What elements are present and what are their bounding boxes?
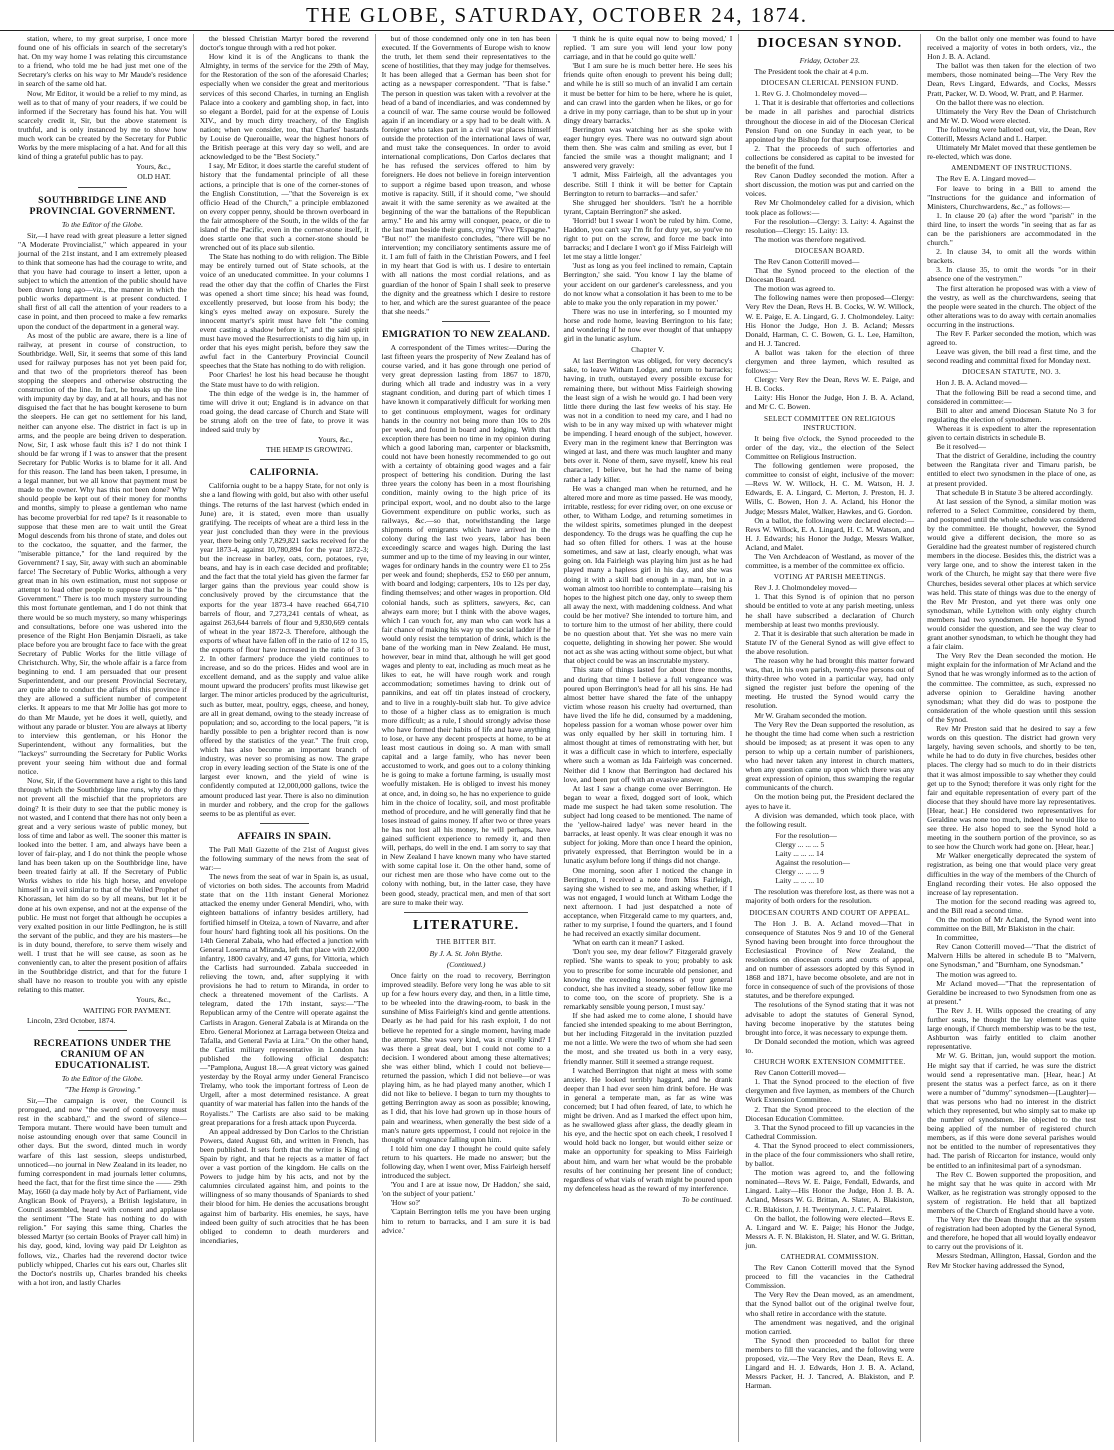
article-paragraph: Mr Walker energetically deprecated the system of registration, as being one that would place very great difficulties in the way of the members of the Church of England recording their votes. He also opposed the increase of lay representation.: [927, 851, 1096, 897]
article-paragraph: For the resolution—Clergy: 3. Laity: 4. Against the resolution—Clergy: 15. Laity: 13.: [745, 216, 915, 235]
article-heading: AFFAIRS IN SPAIN.: [237, 830, 332, 842]
article-paragraph: Bill to alter and amend Diocesan Statute No 3 for regulating the election of synodsmen.: [927, 405, 1096, 424]
divider: [260, 823, 309, 824]
article-paragraph: The motion for the second reading was agreed to, and the Bill read a second time.: [927, 896, 1096, 915]
article-paragraph: At last session of the Synod, a similar motion was referred to a Select Committee, considered by them, and postponed until the whole schedule was considered by the committee. He thought, however, the Synod would give a different decision, the more so as Geraldine had the greatest number of registered church members in the diocese. Besides this, the district was a very large one, and to show the interest taken in the work of the Church, he might say that there were five Churches, besides several other places at which service was held. This state of things was due to the energy of the Rev Mr Preston, and yet there was only one synodsman, while Lyttelton with only eighty church members had two synodsmen. He hoped the Synod would consider the question, and see the way clear to grant another synodsman, to which he thought they had a fair claim.: [927, 496, 1096, 652]
article-paragraph: The Rev Canon Cotterill moved—: [754, 256, 860, 266]
article-paragraph: Leave was given, the bill read a first time, and the second reading and committal fixed for Monday next.: [927, 347, 1096, 366]
article-paragraph: Sir,—I have read with great pleasure a letter signed "A Moderate Provincialist," which appeared in your journal of the 21st instant, and I am extremely pleased to think that someone has had the courage to write, and that you have had courage to insert a letter, upon a subject to which the attention of the public should have been drawn long ago—viz., the manner in which the public works department is at present conducted. I shall first of all call the attention of your readers to a case in point, and then proceed to make a few remarks upon the conduct of the department in a general way.: [18, 230, 187, 331]
divider: [260, 459, 309, 460]
vote-line: Clergy ... ... ... 9: [775, 867, 825, 877]
article-paragraph: That the Synod proceed to the election of the Diocesan Board.: [745, 266, 915, 285]
article-paragraph: The following gentlemen were proposed, the committee to consist of eight, inclusive of the mover:—Revs W. W. Willock, H. C. M. Watson, H. J. Edwards, E. A. Lingard, C. Merton, J. Preston, H. J. Wills, C. Bowen, Hon J. A. Acland, his Honor the Judge; Messrs Malet, Walker, Hawkes, and G. Gordon.: [745, 461, 915, 516]
article-paragraph: The Rev F. Parker seconded the motion, which was agreed to.: [927, 329, 1096, 348]
column-3: [376, 34, 558, 1442]
article-paragraph: He was a changed man when he returned, and he altered more and more as time passed. He was moody, irritable, restless; for ever riding over, on one excuse or other, to Witham Lodge, and returning sometimes in the wildest spirits, sometimes plunged in the deepest despondency. To the drugs was he quaffing the cup he had so often filled for others. I was at the house sometimes, and saw at last, clearly enough, what was going on. Ida Fairleigh was playing him just as he had played many a hapless girl in his day, and she was doing it with a skill bad enough in a man, but in a woman almost too horrible to contemplate—raising his hopes to the highest pitch one day, only to sweep them all away the next, with maddening coldness. And what could be her motive? She intended to torture him, and to torture him to the utmost of her ability, there could be no question about that. Yet she was no mere vain coquette, delighting in showing her power. She would not act as she was acting without some object, but what that object could be was an inscrutable mystery.: [563, 483, 733, 666]
article-paragraph: Laity: His Honor the Judge, Hon J. B. A. Acland, and Mr C. C. Bowen.: [745, 393, 915, 412]
article-heading: EMIGRATION TO NEW ZEALAND.: [381, 328, 551, 340]
article-paragraph: 'How so?': [390, 1198, 421, 1208]
article-paragraph: The Rev C. Bowen supported the proposition, and he might say that he was quite in accord with Mr Walker, as he registration was strongly opposed to the system of registration. He held that all baptized members of the Church of England should have a vote.: [927, 1169, 1096, 1215]
article-paragraph: Now, Mr Editor, it would be a relief to my mind, as well as to that of many of your readers, if we could be informed if the Secretary has found his hat. You will scarcely credit it, Sir, but the above statement is truthful, and is only instanced by me to show how much work can be created by the Secretary for Public Works by the mere misplacing of a hat. And for all this kind of thing a grateful public has to pay.: [18, 88, 187, 162]
subheading: DIOCESAN CLERICAL PENSION FUND.: [760, 79, 899, 88]
masthead: THE GLOBE, SATURDAY, OCTOBER 24, 1874.: [0, 0, 1114, 31]
article-paragraph: The Ven Archdeacon of Westland, as mover of the committee, is a member of the committee ex officio.: [745, 551, 915, 571]
continued-note: (Continued.): [446, 959, 486, 969]
article-paragraph: Rev Canon Cotterill moved—: [754, 1068, 846, 1078]
divider: [78, 187, 127, 188]
article-paragraph: Ultimately Mr Malet moved that these gentlemen be re-elected, which was done.: [927, 143, 1096, 162]
article-paragraph: That the following Bill be read a second time, and considered in committee:—: [927, 387, 1096, 406]
addressee-line: To the Editor of the Globe.: [61, 219, 143, 229]
article-paragraph: At last I saw a change come over Berrington. He began to wear a fixed, dogged sort of look, which made me suspect he had taken some resolution. The subject had long ceased to be mentioned. The name of the 'yellow-haired ladye' was never heard in the barracks, at least openly. It was clear enough it was no subject for joking. More than once I heard the opinion, privately expressed, that Berrington would be in a lunatic asylum before long if things did not change.: [563, 783, 733, 866]
article-paragraph: The Very Rev the Dean seconded the motion. He might explain for the information of Mr Acland and the Synod that he was wrongly informed as to the action of the committee. The committee, as such, expressed no adverse opinion to Geraldine having another synodsman; what they did do was to postpone the consideration of the whole question until this session of the Synod.: [927, 651, 1096, 724]
article-paragraph: I say, Mr Editor, it does startle the careful student of history that the fundamental principle of all these actions, a principle that is one of the corner-stones of the English Constitution, —"that the Sovereign is ex officio Head of the Church," a principle emblazoned on every copper penny, should be thrown overboard in the fair atmosphere of the South, in the wilds of the far island of the Pacific, even in the corner-stone itself, it does startle one that such a corner-stone should be wrenched out of its place sub silentio.: [199, 161, 369, 253]
article-heading: SOUTHBRIDGE LINE AND PROVINCIAL GOVERNMENT.: [29, 194, 176, 217]
article-paragraph: The Very Rev the Dean moved, as an amendment, that the Synod ballot out of the original twelve four, who shall retire in accordance with the statute.: [745, 1290, 915, 1318]
article-paragraph: Once fairly on the road to recovery, Berrington improved steadily. Before very long he was able to sit up for a few hours every day, and then, in a little time, to be wheeled into the drawing-room, to bask in the sunshine of Miss Fairleigh's kind and gentle attentions. Dearly as he had paid for his rash exploit, I do not believe he repented for a single moment, having made the attempt. She was very kind, was it cruelly kind? I was there a great deal, but I could not come to a decision. I wondered about among these alternatives; she was either blind, which I could not believe—returned the passion, which I did not believe—or was playing him, as he had played many another, which I did not like to believe. I began to turn my thoughts to getting Berrington away as soon as possible; knowing, as I did, that his love had grown up in those hours of pain and weariness, when generally the best side of a man's nature gets uppermost, I could not rejoice in the thought of vengeance falling upon him.: [381, 971, 551, 1144]
signature: Yours, &c.,: [136, 162, 171, 172]
vote-line: Laity ... ... ... 14: [775, 848, 824, 858]
article-paragraph: The following names were then proposed—Clergy: Very Rev the Dean, Revs H. B. Cocks, W. W. Willock, W. E. Paige, E. A. Lingard, G. J. Cholmondeley. Laity: His Honor the Judge, Hon J. B. Acland; Messrs Donald, Harman, C. C. Bowen, G. L. Lee, Hamilton, and H. J. Tancred.: [745, 293, 915, 348]
column-5: [739, 34, 921, 1442]
to-be-continued: To be continued.: [682, 1194, 733, 1204]
article-paragraph: The motion was agreed to.: [754, 284, 836, 294]
article-paragraph: Rev Canon Dudley seconded the motion. After a short discussion, the motion was put and carried on the voices.: [745, 171, 915, 199]
article-paragraph: 4. That the Synod proceed to elect commissioners, in the place of the four commissioners who shall retire, by ballot.: [745, 1140, 915, 1169]
divider: [78, 1030, 127, 1031]
article-paragraph: Sir,—The campaign is over, the Council is prorogued, and now "the sword of controversy must rest in the scabbard," and the sword of silence—Tempora mutant. There would have been tumult and noise astounding enough over that same Council in other days. But the sword, dinted much in wordy warfare of this last session, sleeps undisturbed, unnoticed—no journal in New Zealand in its leader, no fuming correspondent in mad journals letter columns, heed the fact, that for the first time since the —— 29th May, 1660 (a day made holy by Act of Parliament, vide Anglican Book of Prayers), a British legislature, in Council assembled, heard with consent and applause the sentiment "The State has nothing to do with religion." For saying this same thing, Charles the blessed Martyr (so certain Books of Prayer call him) in his day, good, kind, loving way paid Dr Leighton as follows, viz., Charles had the reverend doctor twice publicly whipped, Charles cut his ears out, Charles slit the Doctor's nostrils up, Charles branded his cheeks with a hot iron, and lastly Charles: [18, 1095, 187, 1287]
article-paragraph: The State has nothing to do with religion. The Bible may be entirely turned out of State schools, at the voice of an uneducated committee. In your columns I read the other day that the coffin of Charles the First was opened a short time since; his head was found, excellently preserved, but loose from his body; the king's eyes melted away on exposure. Surely the innocent martyr's spirit must have felt "the coming event casting a shadow before it," and the said spirit must have moved the Resurrectionists to dig him up, in order that his eyes might perish, before they saw the awful fact in the Canterbury Provincial Council speeches that the State has nothing to do with religion.: [199, 252, 369, 371]
article-paragraph: On the ballot only one member was found to have received a majority of votes in both orders, viz., the Hon J. B. A. Acland.: [927, 34, 1096, 62]
article-paragraph: 2. In clause 34, to omit all the words within brackets.: [927, 247, 1096, 266]
dateline: Friday, October 23.: [799, 56, 860, 65]
divider: [404, 912, 529, 913]
article-paragraph: 'You and I are at issue now, Dr Haddon,' she said, 'on the subject of your patient.': [381, 1180, 551, 1199]
subheading: DIOCESAN COURTS AND COURT OF APPEAL.: [749, 908, 911, 917]
section-heading-literature: LITERATURE.: [413, 917, 520, 933]
article-paragraph: The resolution was therefore lost, as there was not a majority of both orders for the resolution.: [745, 887, 915, 906]
article-paragraph: Mr Acland moved—"That the representation of Geraldine be increased to two Synodsmen from one as at present.": [927, 978, 1096, 1006]
article-paragraph: the blessed Christian Martyr bored the reverend doctor's tongue through with a red hot poker.: [199, 34, 369, 53]
article-paragraph: At last Berrington was obliged, for very decency's sake, to leave Witham Lodge, and return to barracks; having, in truth, outstayed every possible excuse for remaining there, but without Miss Fairleigh showing the least sign of a wish he would go. I had been very little there during the last few weeks of his stay. He was not in a condition to need my care, and I had no wish to be in any way mixed up with whatever might be impending. I heard enough of the subject, however. Every man in the regiment knew that Berrington was winged at last, and there was much laughter and many bets over it. None of them, save myself, knew his real character, I believe, but he had the name of being rather a lady killer.: [563, 356, 733, 484]
article-paragraph: 1. In clause 20 (a) after the word "parish" in the third line, to insert the words "in seeing that as far as can be the parishioners are accommodated in the church.": [927, 210, 1096, 248]
subheading: AMENDMENT OF INSTRUCTIONS.: [951, 164, 1072, 173]
article-paragraph: In committee,: [936, 933, 979, 943]
subheading: SELECT COMMITTEE ON RELIGIOUS INSTRUCTION.: [764, 414, 896, 432]
article-paragraph: Poor Charles! he lost his head because he thought the State must have to do with religion.: [199, 370, 369, 389]
article-paragraph: I watched Berrington that night at mess with some anxiety. He looked terribly haggard, and he drank deeper than I had ever seen him drink before. He was in general a temperate man, as far as wine was concerned; but I had often feared, of late, to which he might be driven. And as I marked the effect upon him, as he swallowed glass after glass, the deadly gleam in his eye, and the hectic spot on each cheek, I resolved I would hold back no longer, but would either seize or make an opportunity for speaking to Miss Fairleigh about him, and warn her what would be the probable results of her continuing her present line of conduct; regardless of what vials of wrath might be poured upon my defenceless head as the reward of my interference.: [563, 1065, 733, 1193]
article-paragraph: The motion was agreed to.: [936, 969, 1017, 979]
article-paragraph: As most of the public are aware, there is a line of railway, at present in course of construction, to Southbridge. Well, Sir, it seems that some of this land used for railway purposes has not yet been paid for, and that two of the proprietors thereof has been stopping the sleepers and otherwise obstructing the construction of the line. In fact, he breaks up the line with impunity day by day, and at all hours, and has not disguised the fact that he has bought kerosene to burn the sleepers. He can get no settlement for his land, neither can anyone else. The district in fact is up in arms, and the people are being driven to desperation. Now, Sir, I ask whose fault this is? I do not think I should be far wrong if I was to answer that the present Secretary for Public Works is to blame for it all. And for this reason. The land has been taken, I presume, in a legal manner, but we all know that payment must be made to the owner. Why has this not been done? Why should people be kept out of their money for months and months, simply to please a gentleman who name has become proverbial for red tape? Is it reasonable to suppose that these men are to wait until the Great Mogul descends from his throne of state, and doles out to the cockatoo, the squatter, and the farmer, the "miserable pittance," for the land required by the Government? I say, Sir, away with such an abominable farce! The Secretary of Public Works, although a very great man in his own estimation, must not suppose or attempt to lead other people to suppose that he is "the Government." There is too much mystery surrounding this most fortunate gentleman, and I do not think that there would be so much mystery, so many whisperings and consultations, before one was ushered into the presence of the Right Hon Benjamin Disraeli, as take place before you are brought face to face with the great Secretary of Public Works for the little village of Christchurch. Why, Sir, the whole affair is a farce from beginning to end. I am persuaded that our present Superintendent, and our present Provincial Secretary, are quite able to conduct the affairs of this province if they are allowed a sufficient number of competent clerks. It appears to me that Mr Jollie has got more to do than Mr Maude, yet he does it well, quietly, and without any parade or bluster. You are always at liberty to interview this gentleman, or his Honor the Superintendent, without any formalities, but the "lackeys" surrounding the Secretary for Public Works prevent your seeing him without due and formal notice.: [18, 330, 187, 777]
article-heading: RECREATIONS UNDER THE CRANIUM OF AN EDUCATIONALIST.: [33, 1037, 172, 1071]
article-paragraph: The amendment was negatived, and the original motion carried.: [745, 1317, 915, 1336]
article-paragraph: A ballot was taken for the election of three clergymen and three laymen, which resulted as follows:—: [745, 347, 915, 376]
article-paragraph: 2. That it is desirable that such alteration be made in Statute IV of the General Synod as will give effect to the above resolution.: [745, 628, 915, 656]
article-paragraph: Berrington was watching her as she spoke with eager hungry eyes. There was no outward sign about them then. She was calm and smiling as ever, but I fancied the smile was a thought malignant; and I answered very gravely:: [563, 124, 733, 171]
vote-line: Clergy ... ... ... 5: [775, 839, 825, 849]
article-paragraph: Ultimately the Very Rev the Dean of Christchurch and Mr W. D. Wood were elected.: [927, 106, 1096, 125]
article-paragraph: Rev Canon Cotterill moved—"That the district of Malvern Hills be altered in schedule B to "Malvern, one Synodsman," and "Burnham, one Synodsman.": [927, 942, 1096, 970]
article-paragraph: The Pall Mall Gazette of the 21st of August gives the following summary of the news from the seat of war:—: [199, 844, 369, 872]
article-paragraph: 'What on earth can it mean?' I asked.: [572, 938, 685, 948]
article-paragraph: 1. That this Synod is of opinion that no person should be entitled to vote at any parish meeting, unless he shall have subscribed a declaration of Church membership at least two months previously.: [745, 592, 915, 629]
article-paragraph: station, where, to my great surprise, I once more found one of his officials in search of the secretary's hat. On my way home I was relating this circumstance to a friend, who told me he had just met one of the Secretary's clerks on his way to Mr Maude's residence in search of the same old hat.: [18, 34, 187, 89]
article-paragraph: The Hon J. B. A. Acland moved—That in consequence of Statutes Nos 9 and 10 of the General Synod having been brought into force throughout the Ecclesiastical Province of New Zealand, the resolutions on diocesan courts and courts of appeal, and on number of assessors adopted by this Synod in 1868 and 1871, have become obsolete, and are not in force in consequence of such of the provisions of those statutes, and be therefore expunged.: [745, 918, 915, 1001]
article-paragraph: Whereas it is expedient to alter the representation given to certain districts in schedule B.: [927, 423, 1096, 443]
article-paragraph: Now, Sir, if the Government have a right to this land through which the Southbridge line runs, why do they not prevent all the mischief that the proprietors are doing? It is their duty to see that the public money is not wasted, and I contend that there has not only been a great and a very serious waste of public money, but loss of time and labor as well. The sooner this matter is looked into the better. I am, and always have been a lover of fair-play, and I do not think the people whose land has been taken up on the Southbridge line, have been treated fairly at all. If the Secretary of Public Works wishes to ride his high horse, and envelope himself in a veil similar to that of the Veiled Prophet of Khorassan, let him do so by all means, but let it be done at his own expense, and not at the expense of the public. He must not forget that although he occupies a very exalted position in our little Pedlington, he is still the servant of the public, and they are his masters—he is in duty bound, therefore, to serve them wisely and well. I trust that he will see cause, as soon as he conveniently can, to alter the present position of affairs in the Southbridge district, and that for the future I shall have no reason to trouble you with any epistle relating to this matter.: [18, 776, 187, 995]
article-paragraph: On the ballot, the following were elected—Revs E. A. Lingard and W. E. Paige; his Honor the Judge, Messrs A. F. N. Blakiston, H. Slater, and W. G. Brittan, jun.: [745, 1213, 915, 1250]
dateline: Lincoln, 23rd October, 1874.: [27, 1015, 116, 1025]
article-paragraph: The motion was therefore negatived.: [754, 234, 866, 244]
article-paragraph: 2. That the Synod proceed to the election of the Diocesan Education Committee.: [745, 1104, 915, 1123]
article-paragraph: The Very Rev the Dean thought that as the system of registration had been adopted by the General Synod, and therefore, he hoped that all would loyally endeavor to carry out the provisions of it.: [927, 1215, 1096, 1252]
article-paragraph: On the motion of Mr Acland, the Synod went into committee on the Bill, Mr Blakiston in the chair.: [927, 915, 1096, 934]
article-paragraph: 1. That it is desirable that offertories and collections be made in all parishes and parochial districts throughout the diocese in aid of the Diocesan Clerical Pension Fund on one Sunday in each year, to be appointed by the Bishop for that purpose.: [745, 98, 915, 144]
article-paragraph: She shrugged her shoulders. 'Isn't he a horrible tyrant, Captain Berrington?' she asked.: [563, 197, 733, 216]
article-paragraph: It being five o'clock, the Synod proceeded to the order of the day, viz., the election of the Select Committee on Religious Instruction.: [745, 433, 915, 461]
article-paragraph: Clergy: Very Rev the Dean, Revs W. E. Paige, and H. B. Cocks.: [745, 375, 915, 394]
article-paragraph: The Rev J. H. Wills opposed the creating of any further seats, he thought the lay element was quite large enough, if Church membership was to be the test, Ashburton was fairly entitled to claim another representative.: [927, 1005, 1096, 1052]
signature: Yours, &c.,: [136, 995, 171, 1005]
article-paragraph: Rev J. J. Cholmondeley moved—: [754, 583, 857, 593]
article-paragraph: 3. In clause 35, to omit the words "or in their absence one of the vestrymen.": [927, 265, 1096, 284]
article-paragraph: On the ballot there was no election.: [936, 97, 1044, 107]
article-paragraph: 1. Rev G. J. Cholmondeley moved—: [754, 89, 867, 99]
article-paragraph: 2. That the proceeds of such offertories and collections be considered as capital to be invested for the benefit of the fund.: [745, 143, 915, 172]
article-paragraph: but of those condemned only one in ten has been executed. If the Governments of Europe wish to know the truth, let them send their representatives to the scene of hostilities, that they may judge for themselves. It has been alleged that a German has been shot for acting as a newspaper correspondent. "That is false." The person in question was taken with a revolver at the head of a band of incendiaries, and was condemned by a council of war. The same course would be followed again if an incendiary or a spy had to be dealt with. A foreigner who takes part in a civil war places himself outside the protection of the international laws of war, and must take the consequences. In order to avoid international complications, Don Carlos declares that he has refused the services offered to him by foreigners. He does not believe in foreign intervention to support a régime based upon treason, and whose motive is rapacity. Still, if it should come, "we should await it with the same serenity as we awaited at the beginning of the war the battalions of the Republican army." He and his army will conquer, peace, or die to the last man beside their guns, crying "Vive l'Espagne." "But no!" the manifesto concludes, "there will be no intervention; my conciliatory sentiments assure me of it. I am full of faith in the Christian Powers, and I feel in my heart that God is with us. I desire to entertain with all nations the most cordial relations, and as guardian of the honor of Spain I shall seek to preserve the dignity and the greatness which I desire to restore to her, and which are the surest guarantee of the peace that she needs.": [381, 34, 551, 316]
divider: [442, 321, 491, 322]
article-paragraph: A division was demanded, which took place, with the following result.: [745, 810, 915, 829]
article-paragraph: 'Just as long as you feel inclined to remain, Captain Berrington,' she said. 'You know I lay the blame of your accident on our gardener's carelessness, and you do not know what a consolation it has been to me to be able to make you the only reparation in my power.': [563, 261, 733, 307]
article-paragraph: A correspondent of the Times writes:—During the last fifteen years the prosperity of New Zealand has of course varied, and it has gone through one period of very great depression lasting from 1867 to 1870, during which all trade and industry was in a very stagnant condition, and during part of which times I have known it comparatively difficult for working men to get continuous employment, wages for ordinary hands in the country not being more than 10s to 20s per week, and found in board and lodging. With that exception there has been no time in my opinion during which a good laboring man, carpenter or blacksmith, could not have been honestly recommended to go out with a certainty of obtaining good wages and a fair prospect of bettering his condition. During the last three years the colony has been in a most flourishing condition, mainly owing to the high price of its principal export, wool, and no doubt also to the large Government expenditure on public works, such as railways, &c.—so that, notwithstanding the large shipments of emigrants which have arrived in the colony during the last two years, labor has been exceedingly scarce and wages high. During the last summer and up to the time of my leaving in our winter, wages for ordinary hands in the country were £1 to 25s per week and found; shepherds, £52 to £60 per annum, with board and lodging; carpenters, 10s to 12s per day, finding themselves; and other wages in proportion. Old colonial hands, such as splitters, sawyers, &c, can always earn more; but I think with the above wages, which I can vouch for, any man who can work has a fair chance of making his way up the social ladder if he would only resist the temptation of drink, which is the bane of the working man in New Zealand. He must, however, bear in mind that, although he will get good wages and plenty to eat, including as much meat as he likes to eat, he will have rough work and rough accommodation; sometimes having to drink out of pannikins, and eat off tin plates instead of crockery, and to live in a roughly-built slab hut. To give advice to those of a higher class as to emigration is much more difficult; as a rule, I should strongly advise those who have formed their habits of life and have anything to lose, or have any decent prospects at home, to be at least most cautious in doing so. A man with small capital and a large family, who has never been accustomed to work, and goes out to a colony thinking he is going to make a fortune farming, is usually most woefully mistaken. He is obliged to invest his money at once, and, in doing so, he has no experience to guide him in the choice of locality, soil, and most profitable method of procedure, and he will generally find that he loses instead of gains money. If after two or three years he has not lost all his money, he will perhaps, have gained sufficient experience to remedy it, and then will, perhaps, do well in the end. I am sorry to say that in New Zealand I have known many who have started with some capital lose it. On the other hand, some of our richest men are those who have come out to the colony with nothing, but, in the latter case, they have been good, steady, practical men, and men of that sort are sure to make their way.: [381, 342, 551, 907]
byline: By J. A. St. John Blythe.: [429, 948, 503, 958]
article-paragraph: An appeal addressed by Don Carlos to the Christian Powers, dated August 6th, and written in French, has been published. It sets forth that the writer is King of Spain by right, and that he rejects as a matter of fact over a vast portion of the kingdom. He calls on the Powers to judge him by his acts, and not by the calumnies circulated against him, and points to the willingness of so many thousands of Spaniards to shed their blood for him. He denies the accusations brought against him of barbarity. His enemies, he says, have indeed been guilty of such atrocities that he has been obliged to condemn to death murderers and incendiaries,: [199, 1126, 369, 1245]
addressee-line: To the Editor of the Globe.: [61, 1073, 143, 1083]
article-paragraph: The resolutions of the Synod stating that it was not advisable to adopt the statutes of General Synod, having become inoperative by the statutes being brought into force, it was necessary to expunge them.: [745, 1000, 915, 1037]
article-paragraph: 'Horrid! but I swear I won't be ruled by him. Come, Haddon, you can't say I'm fit for duty yet, so you've no right to put on the screw, and force me back into barracks; and I declare I won't go if Miss Fairleigh will let me stay a little longer.': [563, 215, 733, 262]
article-paragraph: Mr W. Graham seconded the motion.: [754, 710, 867, 720]
subheading: DIOCESAN BOARD.: [794, 246, 865, 255]
newspaper-columns: [12, 34, 1102, 1442]
article-paragraph: The motion was agreed to, and the following nominated—Revs W. E. Paige, Fendall, Edwards, and Lingard. Laity—His Honor the Judge, Hon J. B. A. Acland, Messrs W. G. Brittan, A. Slater, A. Blakiston, C. R. Blakiston, J. H. Twentyman, J. C. Palairet.: [745, 1168, 915, 1214]
column-4: [557, 34, 739, 1442]
article-paragraph: Hon J. B. A. Acland moved—: [936, 378, 1028, 388]
article-paragraph: The President took the chair at 4 p.m.: [754, 67, 869, 77]
article-paragraph: The Synod then proceeded to ballot for three members to fill the vacancies, and the following were proposed, viz.—The Very Rev the Dean, Revs E. A. Lingard and H. J. Edwards, Hon J. B. A. Acland, Messrs Packer, H. J. Tancred, A. Blakiston, and P. Harman.: [745, 1335, 915, 1391]
article-paragraph: 'Don't you see, my dear fellow?' Fitzgerald gravely replied. 'She wants to speak to you; probably to ask you to prescribe for some incurable old pensioner, and knowing the exceeding looseness of your general conduct, she has invited a steady, sober fellow like me to come too, on the score of propriety. She is a remarkably sensible young person, I must say.': [563, 947, 733, 1011]
article-paragraph: The news from the seat of war in Spain is, as usual, of victories on both sides. The accounts from Madrid state that on the 11th instant General Morionez attacked the enemy under General Mendiri, who, with eighteen battalions of infantry besides artillery, had fortified himself in Oteiza, a town of Navarre, and after four hours' hard fighting took all his positions. On the 14th General Zabala, who had effected a junction with General Loserna at Miranda, left that place with 22,000 infantry, 1800 cavalry, and 47 guns, for Vittoria, which the Carlists had surrounded. Zabala succeeded in relieving the town, and, after supplying it with provisions he had to return to Miranda, in order to check a threatened movement of the Carlists. A telegram, dated the 17th instant, says:—"The Republican army of the Centre will operate against the Carlists in Aragon. General Zabala is at Miranda on the Ebro. General Morionez at Larraga between Oteiza and Tafalla, and General Pavia at Lira." On the other hand, the Carlist military representative in London has published the following official despatch:—"Pamplona, August 18.—A great victory was gained yesterday by the Royal army under General Francisco Trelamy, who took the important fortress of Leon de Urgell, after a most determined resistance. A great quantity of war material has fallen into the hands of the Royalists." The Carlists are also said to be making great preparations for a fresh attack upon Puycerda.: [199, 872, 369, 1127]
article-paragraph: There was no use in interfering, so I mounted my horse and rode home, leaving Berrington to his fate; and wondering if he now ever thought of that unhappy girl in the lunatic asylum.: [563, 306, 733, 344]
article-paragraph: The following were balloted out, viz, the Dean, Rev Cotterill, Messrs Acland and L. Harper.: [927, 124, 1096, 144]
subheading: CHURCH WORK EXTENSION COMMITTEE.: [753, 1058, 906, 1067]
subheading: VOTING AT PARISH MEETINGS.: [773, 573, 886, 582]
article-paragraph: 'I think he is quite equal now to being moved,' I replied. 'I am sure you will lend your low pony carriage, and in that he could go quite well.': [563, 34, 733, 62]
article-paragraph: 'I admit, Miss Fairleigh, all the advantages you describe. Still I think it will be better for Captain Berrington to return to barracks—and safer.': [563, 170, 733, 198]
column-2: [194, 34, 376, 1442]
article-paragraph: The Rev E. A. Lingard moved—: [936, 174, 1036, 184]
article-paragraph: The thin edge of the wedge is in, the hammer of time will drive it out; England is in advance on that road going, the dead carcase of Church and State will be strung aloft on the tree of fate, to prove it was indeed said truly by: [199, 388, 369, 435]
article-heading: CALIFORNIA.: [249, 467, 319, 479]
subheading: CATHEDRAL COMMISSION.: [780, 1253, 879, 1261]
signature: WAITING FOR PAYMENT.: [83, 1005, 171, 1015]
column-1: [12, 34, 194, 1442]
signature: Yours, &c.,: [317, 435, 353, 445]
article-paragraph: 1. That the Synod proceed to the election of five clergymen and five laymen, as members of the Church Work Extension Committee.: [745, 1077, 915, 1105]
article-paragraph: California ought to be a happy State, for not only is she a land flowing with gold, but also with other useful things. The returns of the last harvest (which ended in June) are, it is stated, even more than usually gratifying. The receipts of wheat are a third less in the year just concluded than they were in the previous year, there being only 7,829,821 sacks received for the year 1873-4, against 10,780,894 for the year 1872-3; but the increase in barley, oats, corn, potatoes, rye, beans, and hay is in each case decided and profitable; and the fact that the total yield has given the farmer far larger gains than the previous year could show is conclusively proved by the circumstance that the exports for the year 1873-4 have reached 664,710 barrels of flour, and 7,273,241 centals of wheat, as against 263,644 barrels of flour and 9,830,669 centals of wheat in the year 1872-3. Therefore, although the exports of wheat have fallen off in the ratio of 12 to 15, the exports of flour have increased in the ratio of 3 to 2. In other farmers' produce the yield continues to increase, and so do the prices. Hides and wool are in excellent demand, and as the supply and value alike mount upward the producers' profits must likewise get larger. The minor articles produced by the agriculturist, such as butter, meat, poultry, eggs, cheese, and honey, are all in great demand, owing to the steady increase of population; and so, according to the local papers, "it is hardly possible to pen a brighter record than is now offered by the statistics of the year." The fruit crop, which has also become an important branch of industry, was never so promising as now. The grape crop in every leading section of the State is one of the largest ever known, and the yield of wine is confidently computed at 12,000,000 gallons, twice the amount produced last year. There is also no diminution in murder and robbery, and the crop for the gallows seems to be as plentiful as ever.: [199, 481, 369, 818]
article-paragraph: That schedule B in Statute 3 be altered accordingly.: [936, 487, 1093, 497]
vote-line: For the resolution—: [775, 830, 837, 840]
article-paragraph: Be it resolved—: [936, 442, 986, 452]
article-paragraph: Mr W. G. Brittan, jun, would support the motion. He might say that if carried, he was sure the district would send a representative man. [Hear, hear.] At present the status was a perfect farce, as on it there were a number of "dummy" synodsmen—[Laughter]—that was persons who had no interest in the district which they represented, but who simply sat to make up the number of synodsmen. He objected to the test being applied of the number of registered church members, as if this were done several parishes would not be entitled to the number of representatives they had. The parish of Riccarton for instance, would only be entitled to an infinitesimal part of a synodsman.: [927, 1051, 1096, 1170]
article-paragraph: On the motion being put, the President declared the ayes to have it.: [745, 792, 915, 811]
article-paragraph: Messrs Stedman, Allington, Hassal, Gordon and the Rev Mr Stocker having addressed the Synod,: [927, 1251, 1096, 1270]
vote-line: Laity ... ... ... 10: [775, 876, 824, 886]
article-paragraph: The first alteration he proposed was with a view of the vestry, as well as the churchwardens, seeing that the people were seated in the church. The object of the other alterations was to do away with certain anomalies occurring in the instructions.: [927, 283, 1096, 329]
article-paragraph: On a ballot, the following were declared elected:—Revs W. Willock, E. A. Lingard, H. C. M. Watson, and H. J. Edwards; his Honor the Judge, Messrs Walker, Acland, and Malet.: [745, 515, 915, 552]
article-paragraph: This state of things lasted for about three months, and during that time I believe a full vengeance was poured upon Berrington's head for all his sins. He had almost better have shared the fate of the unhappy victim whose reason his cruelty had overturned, than have lived the life he did, consumed by a maddening, hopeless passion for a woman whose power over him was only equalled by her skill in torturing him. I almost thought at times of remonstrating with her, but it was a difficult case in which to interfere, especially where such a woman as Ida Fairleigh was concerned. Neither did I know that Berrington had declared his love, and been put off with an evasive answer.: [563, 665, 733, 784]
article-paragraph: The ballot was then taken for the election of two members, those nominated being—The Very Rev the Dean, Revs Lingard, Edwards, and Cocks, Messrs Pratt, Packer, W. D. Wood, W. Pratt, and P. Harmer.: [927, 61, 1096, 98]
article-paragraph: 'But I am sure he is much better here. He sees his friends quite often enough to prevent his being dull; and while he is still so much of an invalid I am certain it must be better for him to be here, where he is quiet, and can crawl into the garden when he likes, or go for a drive in my pony carriage, than to be shut up in your dingy dreary barracks.': [563, 61, 733, 125]
article-paragraph: How kind it is of the Anglicans to thank the Almighty, in terms of the service for the 29th of May, for the Restoration of the son of the aforesaid Charles; especially when we consider the great and meritorious services of this second Charles, in turning an English Palace into a cookery and gambling shop, in fact, into so elegant a Bordel, paid for at the expense of Louis XIV., and by much dirty treachery, of the English nation; when we consider, too, that Charles' bastards by Louise de Querouaille, wear the highest honors of the British peerage at this very day so well, and are acknowledged to be the "Best Society.": [199, 52, 369, 162]
article-paragraph: For leave to bring in a Bill to amend the "Instructions for the guidance and information of Ministers, Churchwardens, &c.," as follows:—: [927, 183, 1096, 211]
chapter-heading: Chapter V.: [631, 346, 665, 355]
section-heading-synod: DIOCESAN SYNOD.: [757, 36, 903, 51]
article-paragraph: 'Captain Berrington tells me you have been urging him to return to barracks, and I am sure it is bad advice.': [381, 1207, 551, 1235]
vote-table: [775, 831, 914, 886]
article-paragraph: If she had asked me to come alone, I should have fancied she intended speaking to me about Berrington, but her including Fitzgerald in the invitation puzzled me not a little. We were the two of whom she had seen the most, and she treated us both in a very easy, friendly manner. Still it seemed a strange request.: [563, 1011, 733, 1066]
signature: OLD HAT.: [137, 172, 171, 182]
article-paragraph: One morning, soon after I noticed the change in Berrington, I received a note from Miss Fairleigh, saying she wished to see me, and asking whether, if I was not engaged, I would lunch at Witham Lodge the next afternoon. I had just despatched a note of acceptance, when Fitzgerald came to my quarters, and, rather to my surprise, I found the quarters, and I found he had received an exactly similar document.: [563, 865, 733, 939]
motto: "The Hemp is Growing.": [64, 1084, 141, 1094]
article-paragraph: 3. That the Synod proceed to fill up vacancies in the Cathedral Commission.: [745, 1122, 915, 1141]
article-paragraph: That the district of Geraldine, including the country between the Rangitata river and Timaru parish, be entitled to elect two synodsmen in the place of one, as at present provided.: [927, 451, 1096, 488]
article-paragraph: The Rev Canon Cotterill moved that the Synod proceed to fill the vacancies in the Cathedral Commission.: [745, 1263, 915, 1291]
vote-line: Against the resolution—: [775, 858, 850, 868]
article-paragraph: The reason why he had brought this matter forward was, that, in his own parish, twenty-five persons out of thirty-three who voted in a particular way, had only signed the register just before the opening of the meeting. He trusted the Synod would carry the resolution.: [745, 656, 915, 711]
story-title: THE BITTER BIT.: [436, 937, 497, 946]
column-6: [921, 34, 1102, 1442]
subheading: DIOCESAN STATUTE, NO. 3.: [962, 368, 1061, 377]
article-paragraph: Dr Donald seconded the motion, which was agreed to.: [745, 1036, 915, 1055]
article-paragraph: Rev Mr Preston said that he desired to say a few words on this question. The district had grown very largely, having seven schools, and shortly to be ten, while he had to do duty in five churches, besides other places. The clergy had so much to do in their districts that it was almost impossible to say whether they could get up to the Synod; therefore it was only right for the fair and equitable representation of every part of the diocese that they should have more lay representatives. [Hear, hear.] He considered two representatives for Geraldine was none too much, indeed he would like to see three. He also hoped to see the Synod hold a meeting in the southern portion of the province, so as to see how the Church work had gone on. [Hear, hear.]: [927, 724, 1096, 852]
article-paragraph: I told him one day I thought he could quite safely return to his quarters. He made no answer; but the following day, when I went over, Miss Fairleigh herself introduced the subject.: [381, 1143, 551, 1181]
article-paragraph: The Very Rev the Dean supported the resolution, as he thought the time had come when such a restriction should be imposed; as at present it was open to any person to whip up a certain number of parishioners, who had never taken any interest in church matters, when any question came up upon which there was any great expression of opinion, thus swamping the regular communicants of the church.: [745, 719, 915, 793]
signature: THE HEMP IS GROWING.: [266, 445, 353, 455]
article-paragraph: Rev Mr Cholmondeley called for a division, which took place as follows:—: [745, 198, 915, 217]
